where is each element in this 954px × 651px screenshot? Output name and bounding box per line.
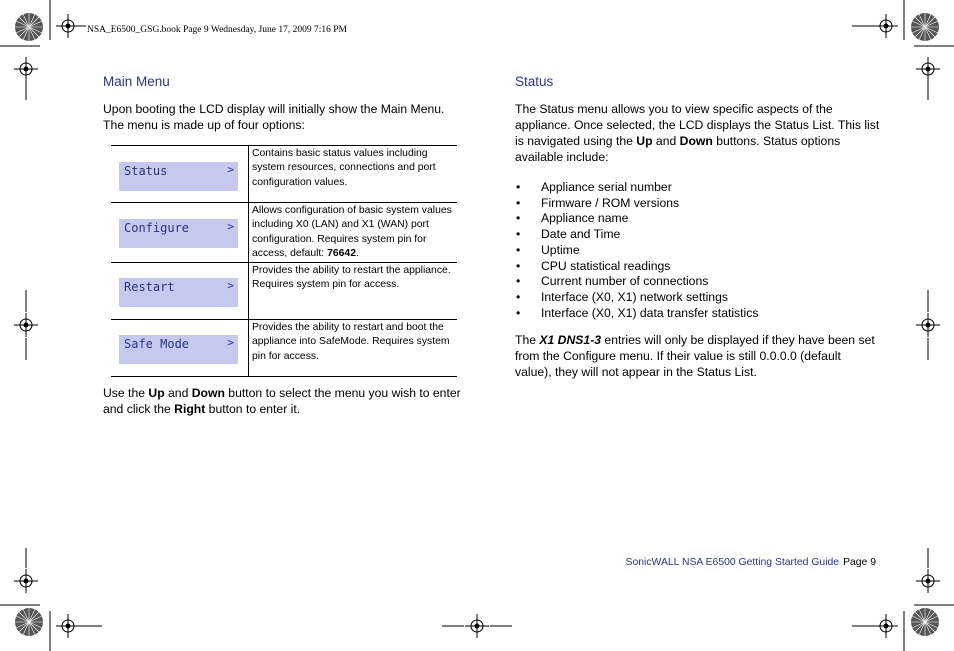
status-options-list [515, 180, 758, 321]
lcd-label: Status [124, 164, 168, 178]
list-item: • Date and Time [516, 227, 621, 242]
menu-option-row-safe-mode [111, 320, 457, 377]
lcd-status-display [119, 162, 238, 191]
bullet-icon: • [516, 289, 521, 304]
bullet-icon: • [516, 258, 521, 273]
lcd-safe-mode-display [119, 335, 238, 364]
menu-option-description: Contains basic status values including system resources, connections and port configuration values. [252, 148, 436, 188]
default-pin: 76642 [327, 248, 356, 260]
guide-title: SonicWALL NSA E6500 Getting Started Guide [625, 557, 840, 568]
list-item: • Appliance name [516, 211, 629, 226]
lcd-label: Safe Mode [124, 337, 190, 351]
menu-option-description: Provides the ability to restart and boot the appliance into SafeMode. Requires system pin for access. [252, 322, 450, 362]
list-item: • Interface (X0, X1) data transfer statistics [516, 305, 759, 320]
lcd-restart-display [119, 278, 238, 307]
list-item: • Appliance serial number [516, 180, 672, 194]
list-item: • Interface (X0, X1) network settings [516, 289, 728, 304]
bullet-icon: • [516, 227, 521, 242]
main-menu-heading: Main Menu [103, 74, 170, 89]
menu-option-row-restart [111, 263, 457, 320]
page-number: Page 9 [843, 557, 876, 568]
bullet-icon: • [516, 180, 521, 194]
main-menu-intro: Upon booting the LCD display will initially show the Main Menu. The menu is made up of four options: [103, 102, 445, 132]
bullet-icon: • [516, 274, 521, 289]
menu-option-description-tail: . [356, 248, 359, 260]
list-item: • Uptime [516, 242, 580, 257]
list-item: • CPU statistical readings [516, 258, 671, 273]
lcd-arrow-icon: > [227, 163, 234, 176]
menu-option-description: Provides the ability to restart the appliance. Requires system pin for access. [252, 265, 451, 291]
page-footer [626, 557, 876, 568]
lcd-configure-display [119, 219, 238, 248]
book-slug-line: NSA_E6500_GSG.book Page 9 Wednesday, June 17, 2009 7:16 PM [87, 25, 347, 35]
list-item: • Current number of connections [516, 274, 709, 289]
bullet-icon: • [516, 211, 521, 226]
lcd-label: Restart [124, 280, 175, 294]
dns-entries-note: The X1 DNS1-3 entries will only be displayed if they have been set from the Configure menu. If their value is still 0.0.0.0 (default value), they will not appear in the Status List. [515, 333, 875, 379]
bullet-icon: • [516, 242, 521, 257]
lcd-label: Configure [124, 221, 190, 235]
bullet-icon: • [516, 195, 521, 210]
menu-option-row-configure [111, 203, 457, 263]
status-intro: The Status menu allows you to view specific aspects of the appliance. Once selected, the LCD displays the Status List. This list is navigated using the Up and Down buttons. Status options available include: [515, 102, 880, 164]
main-menu-navigation-note: Use the Up and Down button to select the menu you wish to enter and click the Right button to enter it. [103, 386, 461, 416]
status-heading: Status [515, 74, 554, 89]
main-menu-options-table [111, 145, 457, 377]
lcd-arrow-icon: > [227, 220, 234, 233]
lcd-arrow-icon: > [227, 336, 234, 349]
menu-option-description: Allows configuration of basic system values including X0 (LAN) and X1 (WAN) port configuration. Requires system pin for access, default: [252, 205, 452, 260]
bullet-icon: • [516, 305, 521, 320]
list-item: • Firmware / ROM versions [516, 195, 680, 210]
menu-option-row-status [111, 146, 457, 203]
lcd-arrow-icon: > [227, 279, 234, 292]
